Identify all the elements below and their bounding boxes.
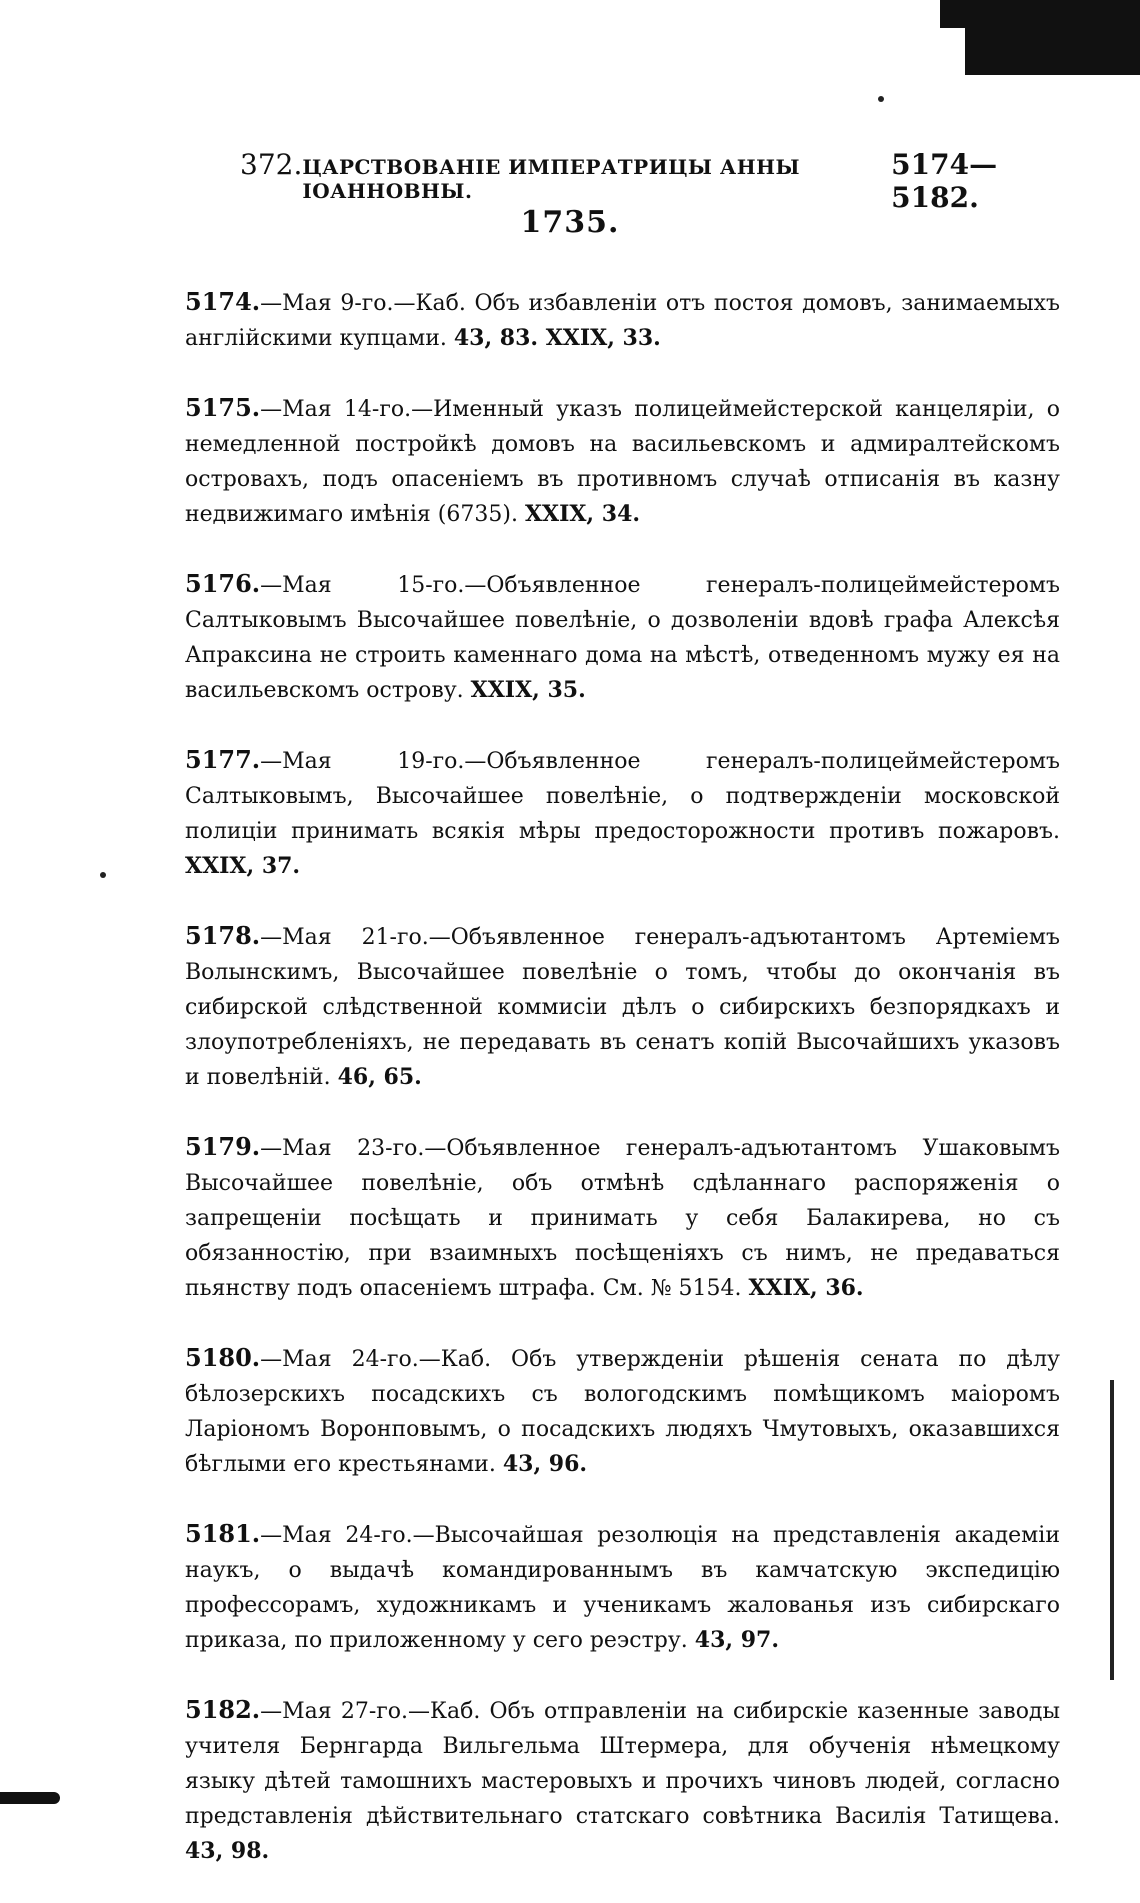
scan-speck — [100, 872, 106, 878]
entry-text: —Мая 27-го.—Каб. Объ отправленіи на сибирскіе казенные заводы учителя Бернгарда Вильгельма Штермера, для обученія нѣмецкому языку дѣтей тамошнихъ мастеровыхъ и прочихъ чиновъ людей, согласно представленія дѣйствительнаго статскаго совѣтника Василія Татищева. — [185, 1699, 1060, 1829]
scan-artifact — [1110, 1380, 1114, 1680]
entry-number: 5176. — [185, 569, 261, 598]
entry-range: 5174—5182. — [891, 148, 998, 214]
entry — [185, 1516, 1060, 1658]
entry-references: 46, 65. — [337, 1064, 422, 1090]
entry-number: 5178. — [185, 921, 261, 950]
entry — [185, 1340, 1060, 1482]
entry-text: —Мая 24-го.—Каб. Объ утвержденіи рѣшенія сената по дѣлу бѣлозерскихъ посадскихъ съ вологодскимъ помѣщикомъ маіоромъ Ларіономъ Воронповымъ, о посадскихъ людяхъ Чмутовыхъ, оказавшихся бѣглыми его крестьянами. — [185, 1347, 1060, 1477]
entry-references: XXIX, 35. — [470, 677, 586, 703]
entry-references: 43, 83. XXIX, 33. — [453, 325, 661, 351]
entry-text: —Мая 19-го.—Объявленное генералъ-полицеймейстеромъ Салтыковымъ, Высочайшее повелѣніе, о подтвержденіи московской полиціи принимать всякія мѣры предосторожности противъ пожаровъ. — [185, 749, 1060, 844]
entry-number: 5175. — [185, 393, 261, 422]
entry-number: 5174. — [185, 287, 261, 316]
entry-text: —Мая 23-го.—Объявленное генералъ-адъютантомъ Ушаковымъ Высочайшее повелѣніе, объ отмѣнѣ сдѣланнаго распоряженія о запрещеніи посѣщать и принимать у себя Балакирева, но съ обязанностію, при взаимныхъ посѣщеніяхъ съ нимъ, не предаваться пьянству подъ опасеніемъ штрафа. См. № 5154. — [185, 1136, 1060, 1301]
entry-number: 5180. — [185, 1343, 261, 1372]
entry — [185, 918, 1060, 1095]
scan-speck — [878, 96, 884, 102]
entry-number: 5182. — [185, 1695, 261, 1724]
entry-references: 43, 96. — [502, 1451, 588, 1477]
scan-artifact — [965, 0, 1140, 75]
reign-title: ЦАРСТВОВАНІЕ ИМПЕРАТРИЦЫ АННЫ ІОАННОВНЫ. — [302, 155, 801, 203]
year-heading: 1735. — [520, 205, 620, 240]
entry-text: —Мая 24-го.—Высочайшая резолюція на представленія академіи наукъ, о выдачѣ командированнымъ въ камчатскую экспедицію профессорамъ, художникамъ и ученикамъ жалованья изъ сибирскаго приказа, по приложенному у сего реэстру. — [185, 1523, 1060, 1653]
page-number: 372. — [240, 148, 303, 181]
entry-number: 5181. — [185, 1519, 261, 1548]
entry-text: —Мая 9-го.—Каб. Объ избавленіи отъ постоя домовъ, занимаемыхъ англійскими купцами. — [185, 291, 1060, 351]
entries-list — [185, 262, 1060, 1903]
entry — [185, 284, 1060, 356]
entry-references: 43, 97. — [694, 1627, 779, 1653]
entry — [185, 1129, 1060, 1306]
entry-references: XXIX, 34. — [524, 501, 641, 527]
entry-references: XXIX, 37. — [185, 853, 301, 879]
scan-artifact — [940, 0, 970, 28]
scan-artifact — [0, 1792, 60, 1804]
entry-number: 5179. — [185, 1132, 261, 1161]
entry-text: —Мая 21-го.—Объявленное генералъ-адъютантомъ Артеміемъ Волынскимъ, Высочайшее повелѣніе о томъ, чтобы до окончанія въ сибирской слѣдственной коммисіи дѣлъ о сибирскихъ безпорядкахъ и злоупотребленіяхъ, не передавать въ сенатъ копій Высочайшихъ указовъ и повелѣній. — [185, 925, 1060, 1090]
entry — [185, 1692, 1060, 1869]
entry-references: 43, 98. — [185, 1838, 270, 1864]
entry — [185, 566, 1060, 708]
entry — [185, 390, 1060, 532]
entry — [185, 742, 1060, 884]
entry-text: —Мая 15-го.—Объявленное генералъ-полицеймейстеромъ Салтыковымъ Высочайшее повелѣніе, о дозволеніи вдовѣ графа Алексѣя Апраксина не строить каменнаго дома на мѣстѣ, отведенномъ мужу ея на васильевскомъ острову. — [185, 573, 1060, 703]
entry-number: 5177. — [185, 745, 261, 774]
entry-references: XXIX, 36. — [748, 1275, 864, 1301]
entry-text: —Мая 14-го.—Именный указъ полицеймейстерской канцеляріи, о немедленной постройкѣ домовъ на васильевскомъ и адмиралтейскомъ островахъ, подъ опасеніемъ въ противномъ случаѣ отписанія въ казну недвижимаго имѣнія (6735). — [185, 397, 1060, 527]
